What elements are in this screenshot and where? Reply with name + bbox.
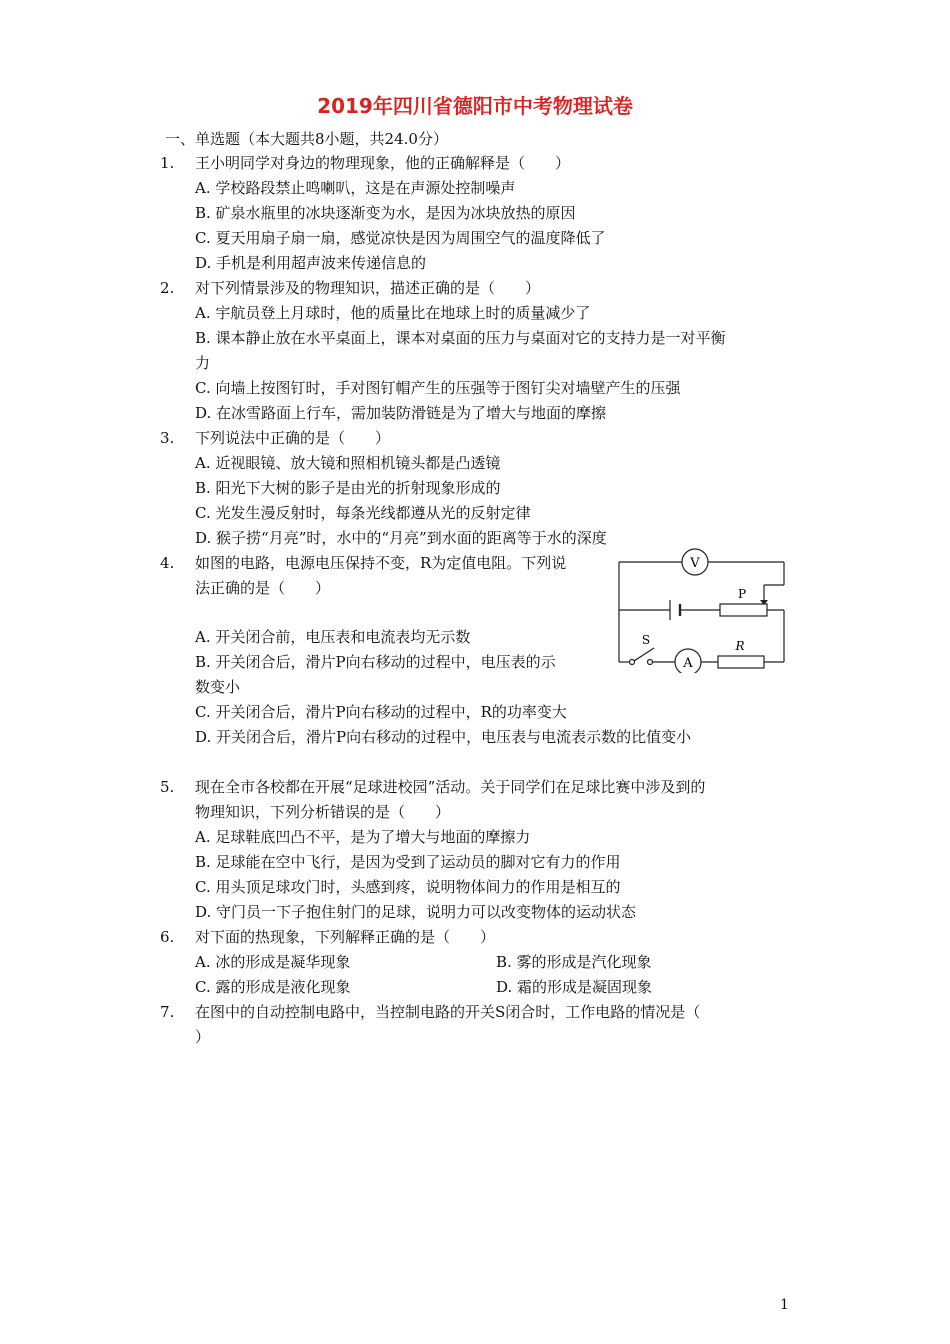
option-b: B. 开关闭合后，滑片P向右移动的过程中，电压表的示 [195,653,556,671]
option-b: B. 雾的形成是汽化现象 [496,953,652,971]
option-c: C. 开关闭合后，滑片P向右移动的过程中，R的功率变大 [195,703,567,721]
question-stem: 在图中的自动控制电路中，当控制电路的开关S闭合时，工作电路的情况是（ [195,1003,701,1021]
option-b: B. 矿泉水瓶里的冰块逐渐变为水，是因为冰块放热的原因 [195,204,576,222]
option-d: D. 在冰雪路面上行车，需加装防滑链是为了增大与地面的摩擦 [195,404,607,422]
question-number: 4. [160,554,175,572]
question-stem: 下列说法中正确的是（ ） [195,429,391,447]
question-stem-continuation: ） [195,1028,211,1046]
question-stem: 对下列情景涉及的物理知识，描述正确的是（ ） [195,279,541,297]
resistor-label: R [735,639,745,653]
question-stem: 现在全市各校都在开展“足球进校园”活动。关于同学们在足球比赛中涉及到的 [195,778,706,796]
question-number: 2. [160,279,175,297]
question-number: 5. [160,778,175,796]
question-stem-continuation: 物理知识，下列分析错误的是（ ） [195,803,451,821]
option-a: A. 近视眼镜、放大镜和照相机镜头都是凸透镜 [195,454,501,472]
question-number: 3. [160,429,175,447]
option-b: B. 课本静止放在水平桌面上，课本对桌面的压力与桌面对它的支持力是一对平衡 [195,329,726,347]
option-a: A. 宇航员登上月球时，他的质量比在地球上时的质量减少了 [195,304,591,322]
switch-terminal-right [648,660,653,665]
question-stem: 王小明同学对身边的物理现象，他的正确解释是（ ） [195,154,571,172]
option-b: B. 足球能在空中飞行，是因为受到了运动员的脚对它有力的作用 [195,853,621,871]
page-title: 2019年四川省德阳市中考物理试卷 [317,94,633,118]
question-stem-continuation: 法正确的是（ ） [195,579,331,597]
question-number: 6. [160,928,175,946]
question-stem: 对下面的热现象，下列解释正确的是（ ） [195,928,496,946]
switch-blade [634,648,654,661]
option-c: C. 夏天用扇子扇一扇，感觉凉快是因为周围空气的温度降低了 [195,229,606,247]
option-a: A. 冰的形成是凝华现象 [195,953,351,971]
voltmeter-label: V [690,556,700,571]
battery-symbol [670,600,680,620]
option-d: D. 手机是利用超声波来传递信息的 [195,254,427,272]
resistor-symbol [718,656,764,668]
question-number: 7. [160,1003,175,1021]
option-a: A. 开关闭合前，电压表和电流表均无示数 [195,628,471,646]
slider-label: P [737,587,747,601]
option-a: A. 足球鞋底凹凸不平，是为了增大与地面的摩擦力 [195,828,531,846]
option-b: B. 阳光下大树的影子是由光的折射现象形成的 [195,479,501,497]
section-heading: 一、单选题（本大题共8小题，共24.0分） [165,130,448,148]
ammeter-label: A [683,656,693,671]
option-b-continuation: 力 [195,354,211,372]
switch-terminal-left [630,660,635,665]
rheostat-symbol [720,604,767,616]
option-d: D. 守门员一下子抱住射门的足球，说明力可以改变物体的运动状态 [195,903,637,921]
option-c: C. 用头顶足球攻门时，头感到疼，说明物体间力的作用是相互的 [195,878,621,896]
page-number: 1 [780,1297,789,1313]
option-d: D. 开关闭合后，滑片P向右移动的过程中，电压表与电流表示数的比值变小 [195,728,692,746]
option-d: D. 猴子捞“月亮”时，水中的“月亮”到水面的距离等于水的深度 [195,529,607,547]
question-stem: 如图的电路，电源电压保持不变，R为定值电阻。下列说 [195,554,567,572]
option-c: C. 向墙上按图钉时，手对图钉帽产生的压强等于图钉尖对墙壁产生的压强 [195,379,681,397]
option-b-continuation: 数变小 [195,678,241,696]
option-a: A. 学校路段禁止鸣喇叭，这是在声源处控制噪声 [195,179,516,197]
option-c: C. 露的形成是液化现象 [195,978,351,996]
option-c: C. 光发生漫反射时，每条光线都遵从光的反射定律 [195,504,531,522]
option-d: D. 霜的形成是凝固现象 [496,978,653,996]
switch-label: S [641,633,651,647]
question-number: 1. [160,154,175,172]
circuit-diagram [612,548,792,673]
